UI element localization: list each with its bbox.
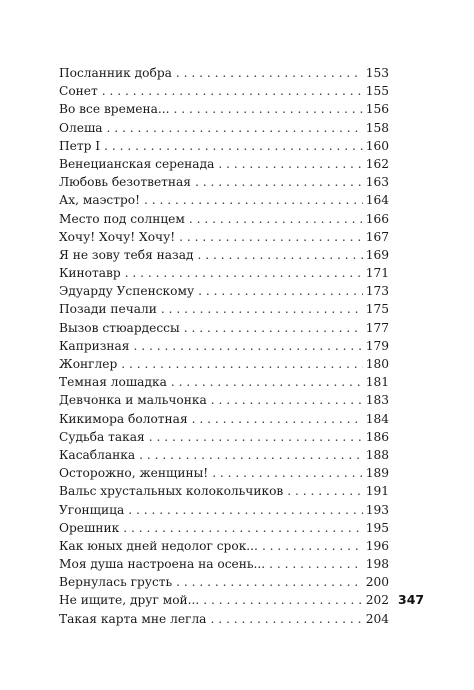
dot-leader (133, 337, 362, 355)
dot-leader (179, 228, 363, 246)
dot-leader (128, 501, 363, 519)
toc-entry-title: Посланник добра (59, 66, 172, 80)
toc-entry-title: Вальс хрустальных колокольчиков (59, 484, 284, 499)
toc-entry-page: 179 (365, 338, 389, 353)
dot-leader (287, 482, 362, 500)
dot-leader (149, 428, 363, 446)
toc-entry-page: 196 (365, 538, 389, 553)
toc-entry-title: Во все времена... (59, 102, 170, 117)
toc-entry-page: 164 (365, 193, 389, 208)
toc-entry-page: 200 (365, 575, 389, 590)
dot-leader (102, 82, 363, 100)
toc-entry-page: 180 (365, 357, 389, 371)
toc-entry (59, 246, 389, 264)
toc-entry-title: Девчонка и мальчонка (59, 393, 207, 408)
toc-entry-title: Олеша (59, 120, 103, 135)
toc-entry-title: Осторожно, женщины! (59, 466, 209, 481)
toc-entry-page: 169 (365, 247, 389, 262)
toc-entry-title: Место под солнцем (59, 211, 185, 226)
toc-entry (59, 319, 389, 337)
toc-entry (59, 282, 389, 300)
dot-leader (144, 191, 363, 209)
toc-entry-title: Сонет (59, 84, 98, 99)
dot-leader (139, 446, 363, 464)
toc-entry-title: Как юных дней недолог срок... (59, 538, 258, 553)
toc-entry-page: 156 (365, 102, 389, 117)
toc-entry (59, 64, 389, 82)
toc-entry-title: Хочу! Хочу! Хочу! (59, 229, 176, 244)
toc-entry-page: 202 (365, 593, 389, 608)
toc-entry (59, 264, 389, 282)
toc-entry (59, 446, 389, 464)
toc-entry-title: Петр I (59, 138, 101, 153)
toc-entry (59, 591, 389, 609)
table-of-contents (59, 64, 389, 628)
dot-leader (174, 100, 363, 118)
toc-entry (59, 337, 389, 355)
toc-entry (59, 464, 389, 482)
toc-entry-title: Кикимора болотная (59, 411, 188, 426)
toc-entry-title: Венецианская серенада (59, 156, 215, 171)
toc-entry-title: Жонглер (59, 357, 118, 371)
toc-entry-page: 173 (365, 284, 389, 299)
toc-entry (59, 137, 389, 155)
toc-entry-title: Не ищите, друг мой... (59, 593, 200, 608)
toc-entry-title: Эдуарду Успенскому (59, 284, 195, 299)
dot-leader (197, 246, 362, 264)
toc-entry-page: 171 (365, 266, 389, 281)
dot-leader (211, 391, 363, 409)
toc-entry (59, 610, 389, 628)
toc-entry-title: Орешник (59, 520, 120, 535)
dot-leader (171, 373, 363, 391)
dot-leader (192, 410, 363, 428)
toc-entry-title: Судьба такая (59, 429, 145, 444)
page-number: 347 (398, 592, 425, 607)
toc-entry-page: 153 (365, 66, 389, 80)
toc-entry-title: Такая карта мне легла (59, 611, 207, 626)
dot-leader (210, 610, 362, 628)
dot-leader (161, 300, 363, 318)
dot-leader (262, 537, 363, 555)
toc-entry-page: 183 (365, 393, 389, 408)
dot-leader (189, 210, 363, 228)
toc-entry (59, 373, 389, 391)
toc-entry-title: Любовь безответная (59, 175, 191, 190)
toc-entry (59, 501, 389, 519)
toc-entry-page: 195 (365, 520, 389, 535)
toc-entry-title: Капризная (59, 338, 130, 353)
toc-entry-page: 198 (365, 557, 389, 572)
toc-entry-page: 177 (365, 320, 389, 335)
dot-leader (218, 155, 362, 173)
toc-entry-page: 188 (365, 447, 389, 462)
toc-entry-title: Вернулась грусть (59, 575, 173, 590)
toc-entry-page: 155 (365, 84, 389, 99)
toc-entry (59, 519, 389, 537)
dot-leader (195, 173, 363, 191)
toc-entry (59, 119, 389, 137)
dot-leader (121, 355, 362, 373)
toc-entry (59, 228, 389, 246)
toc-entry (59, 191, 389, 209)
toc-entry-title: Вызов стюардессы (59, 320, 180, 335)
toc-entry-page: 167 (365, 229, 389, 244)
dot-leader (212, 464, 363, 482)
toc-entry-title: Я не зову тебя назад (59, 247, 194, 262)
toc-entry (59, 428, 389, 446)
dot-leader (184, 319, 363, 337)
toc-entry-title: Касабланка (59, 447, 136, 462)
toc-entry-page: 175 (365, 302, 389, 317)
dot-leader (107, 119, 363, 137)
dot-leader (125, 264, 363, 282)
dot-leader (176, 573, 363, 591)
toc-entry-page: 204 (365, 611, 389, 626)
toc-entry-title: Угонщица (59, 502, 125, 517)
toc-entry-page: 162 (365, 156, 389, 171)
toc-entry (59, 155, 389, 173)
toc-entry (59, 355, 389, 373)
dot-leader (198, 282, 363, 300)
dot-leader (123, 519, 363, 537)
dot-leader (176, 64, 363, 82)
toc-entry (59, 210, 389, 228)
toc-entry (59, 82, 389, 100)
toc-entry (59, 391, 389, 409)
toc-entry (59, 100, 389, 118)
toc-entry-page: 189 (365, 466, 389, 481)
toc-entry (59, 173, 389, 191)
dot-leader (203, 591, 362, 609)
toc-entry-page: 193 (365, 502, 389, 517)
toc-entry-page: 181 (365, 375, 389, 390)
toc-entry-title: Кинотавр (59, 266, 121, 281)
dot-leader (104, 137, 363, 155)
toc-entry-page: 163 (365, 175, 389, 190)
toc-entry-page: 186 (365, 429, 389, 444)
toc-entry (59, 573, 389, 591)
toc-entry (59, 300, 389, 318)
toc-entry (59, 555, 389, 573)
toc-entry-page: 184 (365, 411, 389, 426)
toc-entry-page: 158 (365, 120, 389, 135)
toc-entry-title: Позади печали (59, 302, 157, 317)
toc-entry-title: Темная лошадка (59, 375, 167, 390)
toc-entry (59, 410, 389, 428)
toc-entry-page: 160 (365, 138, 389, 153)
toc-entry-page: 166 (365, 211, 389, 226)
toc-entry-page: 191 (365, 484, 389, 499)
toc-entry (59, 537, 389, 555)
toc-entry-title: Ах, маэстро! (59, 193, 141, 208)
dot-leader (269, 555, 363, 573)
toc-entry (59, 482, 389, 500)
toc-entry-title: Моя душа настроена на осень... (59, 557, 266, 572)
